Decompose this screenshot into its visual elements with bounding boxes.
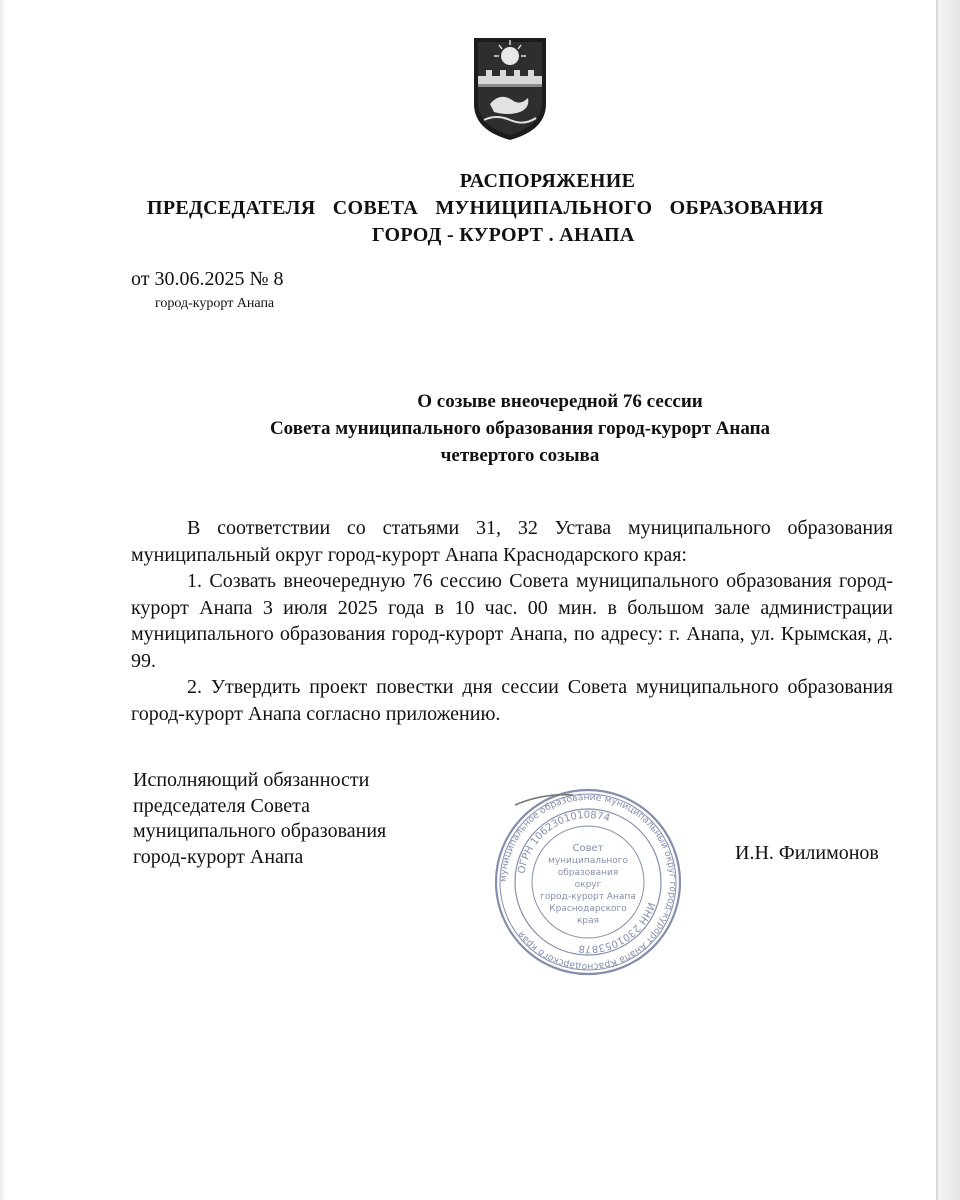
signature-position-2: председателя Совета <box>133 794 310 817</box>
document-title <box>150 388 890 469</box>
body-item-2: 2. Утвердить проект повестки дня сессии Совета муниципального образования город-курорт Анапа согласно приложению. <box>131 676 893 725</box>
stamp-outer-text: муниципальное образование муниципальный округ город-курорт Анапа Краснодарского края <box>497 791 679 973</box>
document-date-number: от 30.06.2025 № 8 <box>131 268 284 290</box>
stamp-center-2: муниципального <box>548 856 628 866</box>
title-line-2: Совета муниципального образования город-курорт Анапа <box>269 418 771 439</box>
title-line-3: четвертого созыва <box>440 445 600 466</box>
document-header <box>100 168 940 246</box>
document-place: город-курорт Анапа <box>155 296 275 311</box>
stamp-center-1: Совет <box>572 843 604 854</box>
signatory-name: И.Н. Филимонов <box>735 842 879 864</box>
signature-position-3: муниципального образования <box>133 820 387 842</box>
page-edge-left <box>0 0 6 1200</box>
signature-position-4: город-курорт Анапа <box>133 845 304 868</box>
stamp-center-4: округ <box>574 880 602 890</box>
stamp-center-7: края <box>576 916 600 926</box>
document-body <box>131 515 893 727</box>
coat-of-arms-icon <box>470 34 550 144</box>
title-line-1: О созыве внеочередной 76 сессии <box>417 391 703 412</box>
body-intro: В соответствии со статьями 31, 32 Устава муниципального образования муниципальный округ город-курорт Анапа Краснодарского края: <box>131 517 893 566</box>
stamp-inn-text: ИНН 2301053878 <box>578 900 657 955</box>
issuer-line: ПРЕДСЕДАТЕЛЯ СОВЕТА МУНИЦИПАЛЬНОГО ОБРАЗОВАНИЯ <box>147 197 824 219</box>
stamp-center-6: Краснодарского <box>549 904 627 914</box>
signature-position-1: Исполняющий обязанности <box>133 769 370 791</box>
document-type: РАСПОРЯЖЕНИЕ <box>459 170 636 192</box>
stamp-center-3: образования <box>557 868 619 878</box>
signature-block <box>133 768 386 870</box>
stamp-ogrn-text: ОГРН 1062301010874 <box>516 809 612 875</box>
official-seal-stamp <box>493 787 683 977</box>
stamp-center-5: город-курорт Анапа <box>540 892 636 902</box>
body-item-1: 1. Созвать внеочередную 76 сессию Совета муниципального образования город-курорт Анапа 3 июля 2025 года в 10 час. 00 мин. в большом зале администрации муниципального образования город-курорт Анапа, по адресу: г. Анапа, ул. Крымская, д. 99. <box>131 570 893 672</box>
issuer-city: ГОРОД - КУРОРТ . АНАПА <box>372 224 635 246</box>
